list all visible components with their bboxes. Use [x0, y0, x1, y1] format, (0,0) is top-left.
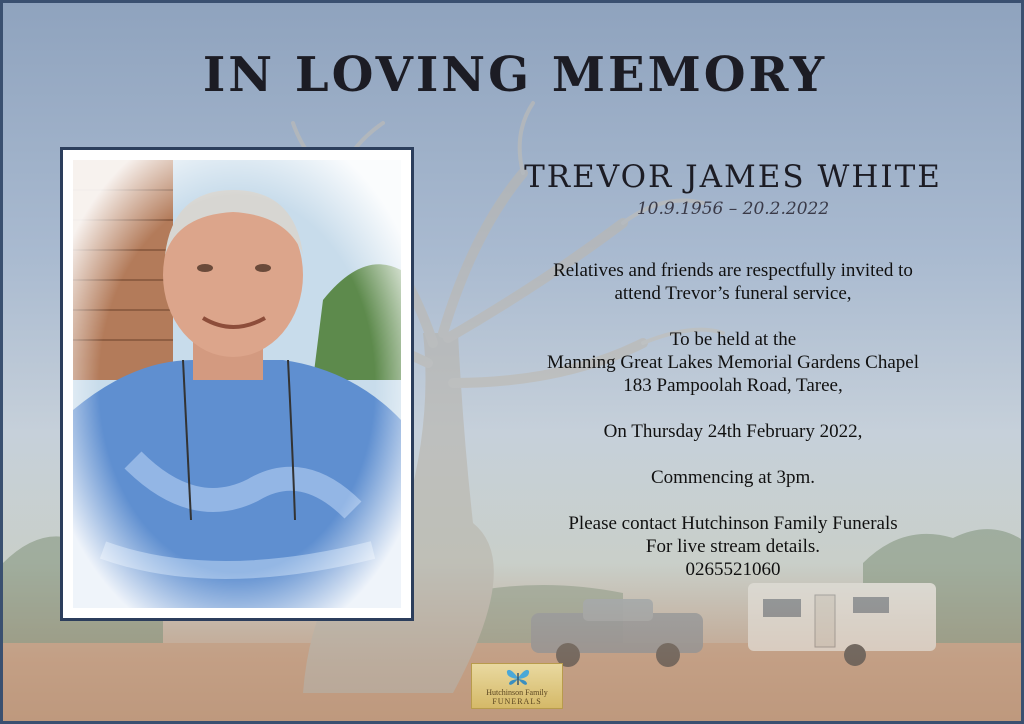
- invite-line-2: attend Trevor’s funeral service,: [614, 283, 852, 304]
- logo-line-1: Hutchinson Family: [486, 688, 548, 697]
- contact-phone: 0265521060: [685, 559, 781, 580]
- portrait-photo: [73, 160, 401, 608]
- service-notice: [473, 259, 993, 581]
- page-title: IN LOVING MEMORY: [202, 47, 828, 103]
- venue-intro: To be held at the: [669, 329, 797, 350]
- contact-line-2: For live stream details.: [645, 536, 821, 557]
- logo-line-2: FUNERALS: [492, 697, 542, 706]
- life-dates: 10.9.1956 – 20.2.2022: [636, 199, 830, 219]
- deceased-name: TREVOR JAMES WHITE: [524, 159, 942, 195]
- venue-name: Manning Great Lakes Memorial Gardens Chapel: [547, 352, 919, 373]
- service-date: On Thursday 24th February 2022,: [603, 421, 863, 442]
- portrait-frame: [60, 147, 414, 621]
- service-time: Commencing at 3pm.: [650, 467, 816, 488]
- venue-address: 183 Pampoolah Road, Taree,: [623, 375, 843, 396]
- contact-line-1: Please contact Hutchinson Family Funerals: [568, 513, 898, 534]
- funeral-home-logo: [471, 663, 563, 709]
- invite-line-1: Relatives and friends are respectfully invited to: [553, 260, 913, 281]
- butterfly-icon: [506, 667, 530, 689]
